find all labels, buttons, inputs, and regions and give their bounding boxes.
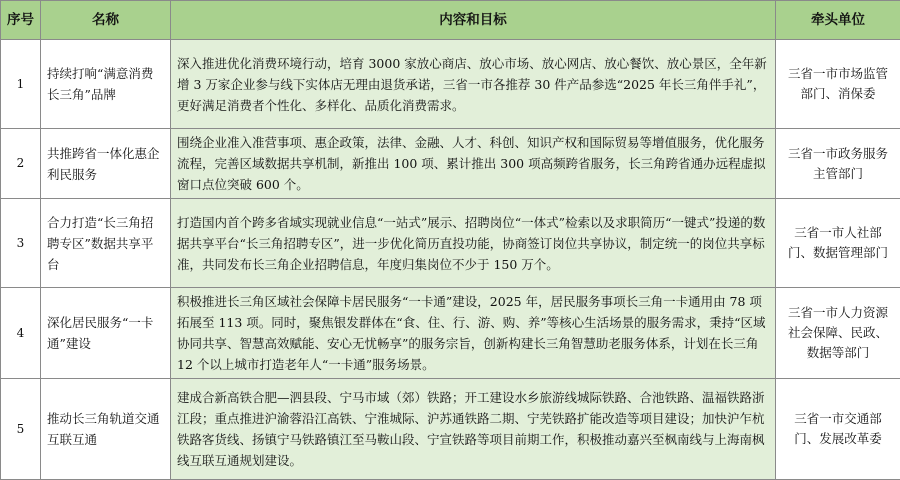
row-seq: 2 [1,129,41,199]
table-row [1,40,900,129]
row-name: 持续打响“满意消费长三角”品牌 [41,40,171,129]
row-seq: 1 [1,40,41,129]
table-row [1,129,900,199]
table-row [1,379,900,480]
row-name: 合力打造“长三角招聘专区”数据共享平台 [41,199,171,288]
row-unit: 三省一市政务服务主管部门 [776,129,900,199]
row-name: 共推跨省一体化惠企利民服务 [41,129,171,199]
table-header-row [1,1,900,40]
row-content: 建成合新高铁合肥—泗县段、宁马市域（郊）铁路；开工建设水乡旅游线城际铁路、合池铁路、温福铁路浙江段；重点推进沪渝蓉沿江高铁、宁淮城际、沪苏通铁路二期、宁芜铁路扩能改造等项目建设；加快沪乍杭铁路客货线、扬镇宁马铁路镇江至马鞍山段、宁宣铁路等项目前期工作，积极推动嘉兴至枫南线与上海南枫线互联互通规划建设。 [171,379,776,480]
row-unit: 三省一市人社部门、数据管理部门 [776,199,900,288]
row-content: 打造国内首个跨多省域实现就业信息“一站式”展示、招聘岗位“一体式”检索以及求职简历“一键式”投递的数据共享平台“长三角招聘专区”，进一步优化简历直投功能，协商签订岗位共享协议，制定统一的岗位共享标准，共同发布长三角企业招聘信息，年度归集岗位不少于 150 万个。 [171,199,776,288]
row-name: 深化居民服务“一卡通”建设 [41,288,171,379]
row-unit: 三省一市市场监管部门、消保委 [776,40,900,129]
row-name: 推动长三角轨道交通互联互通 [41,379,171,480]
row-seq: 3 [1,199,41,288]
header-content: 内容和目标 [171,1,776,40]
header-name: 名称 [41,1,171,40]
row-seq: 4 [1,288,41,379]
table-row [1,288,900,379]
table-row [1,199,900,288]
row-content: 深入推进优化消费环境行动，培育 3000 家放心商店、放心市场、放心网店、放心餐饮、放心景区，全年新增 3 万家企业参与线下实体店无理由退货承诺，三省一市各推荐 30 件产品参选“2025 年长三角伴手礼”，更好满足消费者个性化、多样化、品质化消费需求。 [171,40,776,129]
row-content: 围绕企业准入准营事项、惠企政策，法律、金融、人才、科创、知识产权和国际贸易等增值服务，优化服务流程，完善区域数据共享机制，新推出 100 项、累计推出 300 项高频跨省服务，长三角跨省通办远程虚拟窗口点位突破 600 个。 [171,129,776,199]
row-seq: 5 [1,379,41,480]
row-unit: 三省一市人力资源社会保障、民政、数据等部门 [776,288,900,379]
row-content: 积极推进长三角区域社会保障卡居民服务“一卡通”建设，2025 年，居民服务事项长三角一卡通用由 78 项拓展至 113 项。同时，聚焦银发群体在“食、住、行、游、购、养”等核心生活场景的服务需求，秉持“区域协同共享、智慧高效赋能、安心无忧畅享”的服务宗旨，创新构建长三角智慧助老服务体系，计划在长三角 12 个以上城市打造老年人“一卡通”服务场景。 [171,288,776,379]
header-seq: 序号 [1,1,41,40]
row-unit: 三省一市交通部门、发展改革委 [776,379,900,480]
header-unit: 牵头单位 [776,1,900,40]
